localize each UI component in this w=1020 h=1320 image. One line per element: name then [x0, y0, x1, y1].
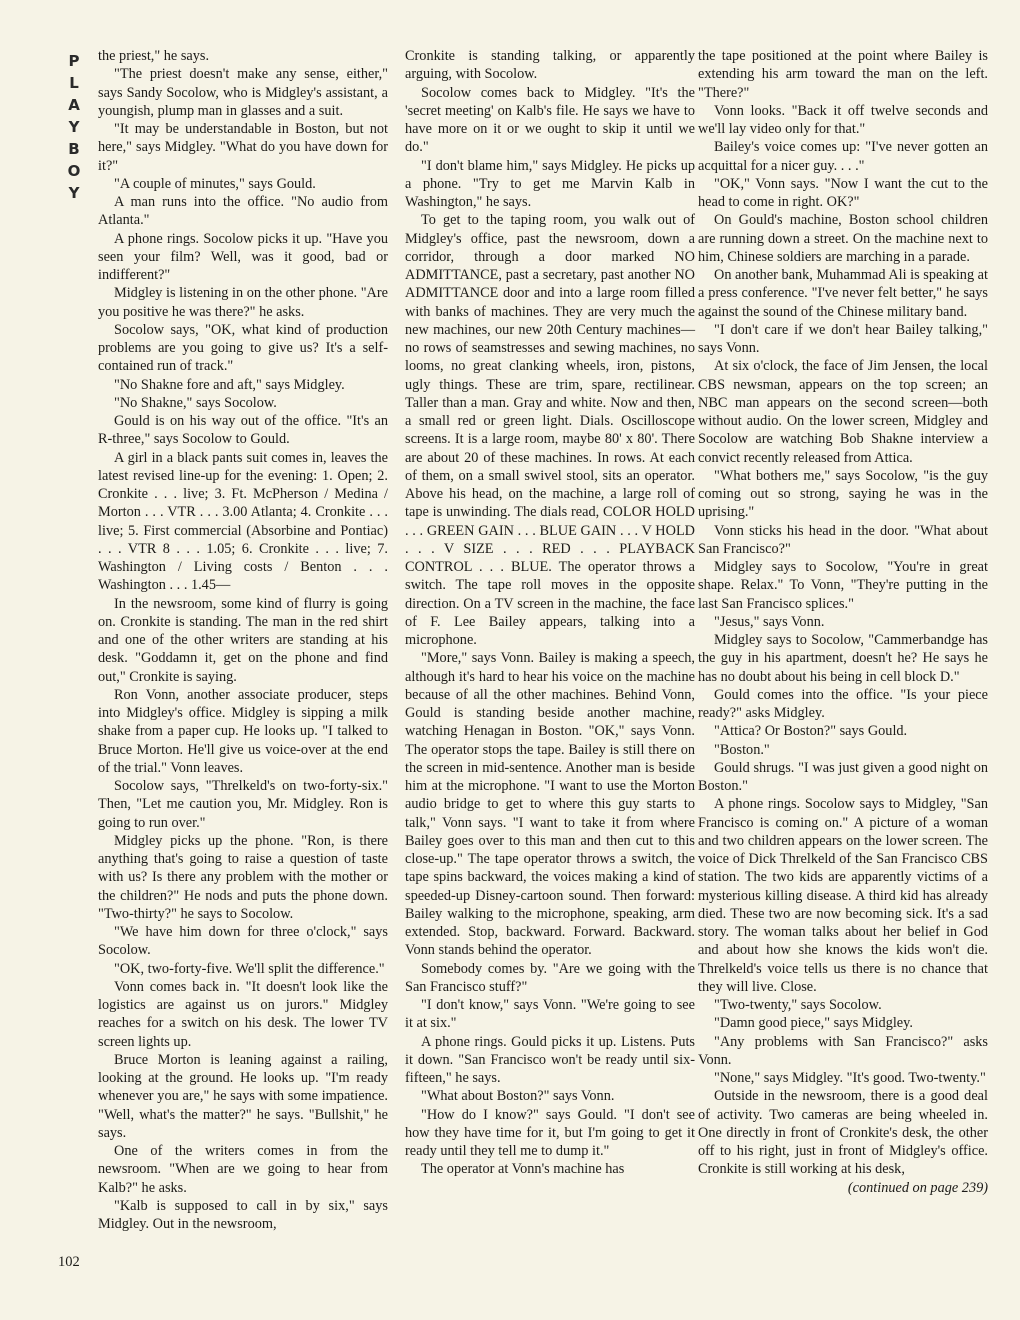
paragraph: Gould comes into the office. "Is your piece ready?" asks Midgley. — [698, 686, 988, 721]
magazine-letter: Y — [68, 118, 80, 136]
magazine-letter: P — [68, 52, 80, 70]
paragraph: Cronkite is standing talking, or apparently arguing, with Socolow. — [405, 48, 695, 83]
paragraph: "Kalb is supposed to call in by six," says Midgley. Out in the newsroom, — [98, 1197, 388, 1232]
article-column-1 — [98, 47, 388, 1233]
paragraph: Ron Vonn, another associate producer, steps into Midgley's office. Midgley is sipping a milk shake from a paper cup. He looks up. "I talked to Bruce Morton. He'll give us voice-over at the end of the trial." Vonn leaves. — [98, 686, 388, 776]
magazine-letter: B — [68, 140, 80, 158]
article-column-3 — [698, 47, 988, 1197]
paragraph: On another bank, Muhammad Ali is speaking at a press conference. "I've never felt better," he says against the sound of the Chinese military band. — [698, 267, 988, 320]
paragraph: "I don't care if we don't hear Bailey talking," says Vonn. — [698, 321, 988, 356]
paragraph: A phone rings. Socolow picks it up. "Have you seen your film? Well, was it good, bad or indifferent?" — [98, 230, 388, 283]
paragraph: Midgley says to Socolow, "You're in great shape. Relax." To Vonn, "They're putting in the last San Francisco splices." — [698, 559, 988, 612]
magazine-letter: L — [69, 74, 79, 92]
paragraph: the priest," he says. — [98, 48, 210, 64]
paragraph: "What bothers me," says Socolow, "is the guy coming out so strong, saying he was in the uprising." — [698, 467, 988, 521]
article-column-2 — [405, 47, 695, 1179]
paragraph: A phone rings. Gould picks it up. Listens. Puts it down. "San Francisco won't be ready until six-fifteen," he says. — [405, 1033, 695, 1086]
paragraph: "OK," Vonn says. "Now I want the cut to the head to come in right. OK?" — [698, 175, 988, 210]
paragraph: A man runs into the office. "No audio from Atlanta." — [98, 194, 388, 229]
paragraph: "The priest doesn't make any sense, either," says Sandy Socolow, who is Midgley's assistant, a youngish, plump man in glasses and a suit. — [98, 66, 388, 119]
paragraph: Vonn looks. "Back it off twelve seconds and we'll lay video only for that." — [698, 102, 988, 137]
paragraph: "Attica? Or Boston?" says Gould. — [714, 723, 908, 740]
paragraph: "No Shakne fore and aft," says Midgley. — [114, 376, 345, 393]
paragraph: Somebody comes by. "Are we going with the San Francisco stuff?" — [405, 960, 695, 995]
paragraph: Bruce Morton is leaning against a railing, looking at the ground. He looks up. "I'm ready whenever you are," he says with some impatience. "Well, what's the matter?" he says. "Bullshit," he says. — [98, 1051, 388, 1141]
paragraph: Outside in the newsroom, there is a good deal of activity. Two cameras are being wheeled in. One directly in front of Cronkite's desk, the other off to his right, just in front of Midgley's office. Cronkite is still working at his desk, — [698, 1088, 988, 1178]
paragraph: Midgley says to Socolow, "Cammerbandge has the guy in his apartment, doesn't he? He says he has no doubt about his being in cell block D." — [698, 632, 988, 685]
paragraph: Vonn comes back in. "It doesn't look like the logistics are against us on jurors." Midgley reaches for a switch on his desk. The lower TV screen lights up. — [98, 978, 388, 1050]
paragraph: Bailey's voice comes up: "I've never gotten an acquittal for a nicer guy. . . ." — [698, 139, 988, 174]
paragraph: the tape positioned at the point where Bailey is extending his arm toward the man on the left. "There?" — [698, 48, 988, 101]
page-number: 102 — [58, 1254, 80, 1270]
paragraph: At six o'clock, the face of Jim Jensen, the local CBS newsman, appears on the top screen; an NBC man appears on the second screen—both without audio. On the lower screen, Midgley and Socolow are watching Bob Shakne interview a convict recently released from Attica. — [698, 358, 988, 466]
paragraph: On Gould's machine, Boston school children are running down a street. On the machine next to him, Chinese soldiers are marching in a parade. — [698, 212, 988, 265]
paragraph: "Damn good piece," says Midgley. — [714, 1015, 913, 1032]
magazine-name — [62, 50, 86, 204]
paragraph: Socolow says, "OK, what kind of production problems are you going to give us? It's a self-contained run of track." — [98, 321, 388, 375]
paragraph: Midgley picks up the phone. "Ron, is there anything that's going to raise a question of taste with us? Is there any problem with the mother or the children?" He nods and puts the phone down. "Two-thirty?" he says to Socolow. — [98, 832, 388, 922]
paragraph: "More," says Vonn. Bailey is making a speech, although it's hard to hear his voice on the machine because of all the other machines. Behind Vonn, Gould is standing beside another machine, watching Henagan in Boston. "OK," says Vonn. The operator stops the tape. Bailey is still there on the screen in mid-sentence. Another man is beside him at the microphone. "I want to use the Morton audio bridge to get to where this guy starts to talk," Vonn says. "I want to take it from where Bailey goes over to this man and then cut to this close-up." The tape operator throws a switch, the tape spins backward, the voices making a kind of speeded-up Disney-cartoon sound. Then forward: Bailey walking to the microphone, speaking, arm extended. Stop, backward. Forward. Backward. Vonn stands behind the operator. — [405, 650, 695, 959]
paragraph: To get to the taping room, you walk out of Midgley's office, past the newsroom, down a corridor, through a door marked NO ADMITTANCE, past a secretary, past another NO ADMITTANCE door and into a large room filled with banks of machines. They are very much the new machines, our new 20th Century machines—no rows of seamstresses and sewing machines, no looms, no great clanking wheels, iron, pistons, ugly things. These are trim, spare, rectilinear. Taller than a man. Gray and white. Now and then, a small red or green light. Dials. Oscilloscope screens. It is a large room, maybe 80' x 80'. There are about 20 of these machines. In rows. At each of them, on a small swivel stool, sits an operator. Above his head, on the machine, a large roll of tape is unwinding. The dials read, COLOR HOLD . . . GREEN GAIN . . . BLUE GAIN . . . V HOLD . . . V SIZE . . . RED . . . PLAYBACK CONTROL . . . BLUE. The operator throws a switch. The tape roll moves in the opposite direction. On a TV screen in the machine, the face of F. Lee Bailey appears, talking into a microphone. — [405, 212, 695, 648]
paragraph: The operator at Vonn's machine has — [421, 1161, 625, 1178]
paragraph: A phone rings. Socolow says to Midgley, "San Francisco is coming on." A picture of a woman and two children appears on the lower screen. The voice of Dick Threlkeld of the San Francisco CBS station. The two kids are apparently victims of a mysterious killing disease. A third kid has already died. These two are now becoming sick. It's a sad story. The woman talks about her belief in God and about how she knows the kids won't die. Threlkeld's voice tells us there is no chance that they will live. Close. — [698, 796, 988, 995]
paragraph: One of the writers comes in from the newsroom. "When are we going to hear from Kalb?" he asks. — [98, 1143, 388, 1196]
paragraph: "No Shakne," says Socolow. — [114, 394, 277, 411]
paragraph: "A couple of minutes," says Gould. — [114, 175, 316, 192]
paragraph: Socolow comes back to Midgley. "It's the 'secret meeting' on Kalb's file. He says we have to have more on it or we ought to skip it until we do." — [405, 84, 695, 156]
paragraph: "Boston." — [714, 741, 770, 758]
paragraph: "How do I know?" says Gould. "I don't see how they have time for it, but I'm going to get it ready until they tell me to dump it." — [405, 1106, 695, 1159]
paragraph: "OK, two-forty-five. We'll split the difference." — [114, 960, 385, 977]
magazine-letter: A — [68, 96, 80, 114]
continued-note: (continued on page 239) — [847, 1179, 988, 1196]
paragraph: "It may be understandable in Boston, but not here," says Midgley. "What do you have down for it?" — [98, 121, 388, 174]
paragraph: In the newsroom, some kind of flurry is going on. Cronkite is standing. The man in the red shirt and one of the other writers are standing at his desk. "Goddamn it, get on the phone and find out," Cronkite is saying. — [98, 595, 388, 685]
paragraph: "None," says Midgley. "It's good. Two-twenty." — [714, 1070, 986, 1086]
paragraph: Socolow says, "Threlkeld's on two-forty-six." Then, "Let me caution you, Mr. Midgley. Ron is going to run over." — [98, 778, 388, 831]
paragraph: "We have him down for three o'clock," says Socolow. — [98, 924, 388, 959]
paragraph: "I don't know," says Vonn. "We're going to see it at six." — [405, 997, 695, 1032]
paragraph: Vonn sticks his head in the door. "What about San Francisco?" — [698, 522, 988, 557]
magazine-letter: Y — [68, 184, 80, 202]
paragraph: "Jesus," says Vonn. — [714, 613, 825, 630]
paragraph: A girl in a black pants suit comes in, leaves the latest revised line-up for the evening: 1. Open; 2. Cronkite . . . live; 3. Ft. McPherson / Medina / Morton . . . VTR . . . 3.00 Atlanta; 4. Cronkite . . . live; 5. First commercial (Absorbine and Pontiac) . . . VTR 8 . . . 1.05; 6. Cronkite . . . live; 7. Washington / Living costs / Benton . . . Washington . . . 1.45— — [98, 449, 388, 594]
paragraph: "I don't blame him," says Midgley. He picks up a phone. "Try to get me Marvin Kalb in Washington," he says. — [405, 157, 695, 210]
paragraph: "Two-twenty," says Socolow. — [714, 997, 882, 1013]
paragraph: Midgley is listening in on the other phone. "Are you positive he was there?" he asks. — [98, 285, 388, 320]
paragraph: Gould is on his way out of the office. "It's an R-three," says Socolow to Gould. — [98, 413, 388, 448]
paragraph: "What about Boston?" says Vonn. — [421, 1088, 615, 1105]
paragraph: Gould shrugs. "I was just given a good night on Boston." — [698, 759, 988, 794]
magazine-letter: O — [67, 162, 81, 180]
paragraph: "Any problems with San Francisco?" asks Vonn. — [698, 1033, 988, 1068]
